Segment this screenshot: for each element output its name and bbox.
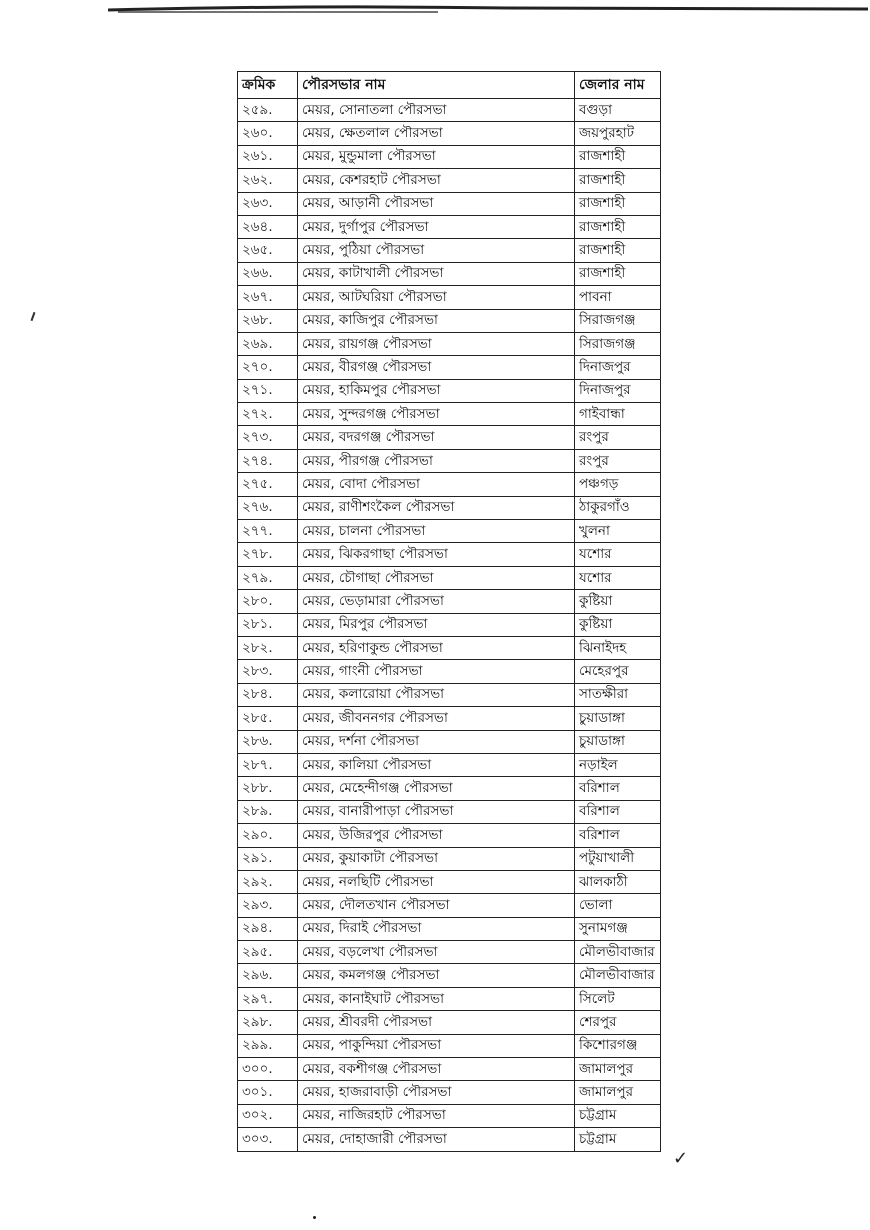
district-cell: জামালপুর (575, 1058, 661, 1081)
municipality-cell: মেয়র, ঝিকরগাছা পৌরসভা (298, 543, 575, 566)
district-cell: বরিশাল (575, 824, 661, 847)
municipality-cell: মেয়র, ক্ষেতলাল পৌরসভা (298, 122, 575, 145)
district-cell: সিলেট (575, 987, 661, 1010)
table-row (238, 683, 661, 706)
handwritten-initial-mark: ✓ (673, 1148, 689, 1169)
district-cell: দিনাজপুর (575, 356, 661, 379)
table-row (238, 332, 661, 355)
table-row (238, 239, 661, 262)
district-cell: রংপুর (575, 426, 661, 449)
serial-cell: ২৯১. (238, 847, 298, 870)
district-cell: যশোর (575, 566, 661, 589)
table-row (238, 987, 661, 1010)
serial-cell: ২৬২. (238, 169, 298, 192)
table-row (238, 707, 661, 730)
header-municipality-name: পৌরসভার নাম (298, 72, 575, 99)
district-cell: রাজশাহী (575, 145, 661, 168)
district-cell: গাইবান্ধা (575, 403, 661, 426)
district-cell: পঞ্চগড় (575, 473, 661, 496)
serial-cell: ২৭৩. (238, 426, 298, 449)
table-row (238, 824, 661, 847)
serial-cell: ২৭৫. (238, 473, 298, 496)
serial-cell: ২৭০. (238, 356, 298, 379)
district-cell: জয়পুরহাট (575, 122, 661, 145)
serial-cell: ২৯৩. (238, 894, 298, 917)
serial-cell: ২৮৬. (238, 730, 298, 753)
serial-cell: ২৮২. (238, 636, 298, 659)
table-row (238, 894, 661, 917)
district-cell: খুলনা (575, 520, 661, 543)
municipality-cell: মেয়র, নাজিরহাট পৌরসভা (298, 1104, 575, 1127)
table-row (238, 449, 661, 472)
municipality-cell: মেয়র, হাকিমপুর পৌরসভা (298, 379, 575, 402)
table-row (238, 730, 661, 753)
table-row (238, 215, 661, 238)
municipality-cell: মেয়র, দোহাজারী পৌরসভা (298, 1128, 575, 1151)
serial-cell: ২৬৩. (238, 192, 298, 215)
municipality-cell: মেয়র, গাংনী পৌরসভা (298, 660, 575, 683)
table-row (238, 964, 661, 987)
district-cell: শেরপুর (575, 1011, 661, 1034)
serial-cell: ২৮৭. (238, 753, 298, 776)
municipality-cell: মেয়র, কেশরহাট পৌরসভা (298, 169, 575, 192)
serial-cell: ২৯৬. (238, 964, 298, 987)
serial-cell: ২৯৮. (238, 1011, 298, 1034)
district-cell: নড়াইল (575, 753, 661, 776)
table-row (238, 590, 661, 613)
table-row (238, 262, 661, 285)
serial-cell: ২৮০. (238, 590, 298, 613)
serial-cell: ২৮৪. (238, 683, 298, 706)
municipality-cell: মেয়র, পীরগঞ্জ পৌরসভা (298, 449, 575, 472)
table-row (238, 660, 661, 683)
table-row (238, 356, 661, 379)
table-row (238, 870, 661, 893)
table-row (238, 1011, 661, 1034)
district-cell: কুষ্টিয়া (575, 590, 661, 613)
district-cell: সুনামগঞ্জ (575, 917, 661, 940)
municipality-cell: মেয়র, কলারোয়া পৌরসভা (298, 683, 575, 706)
municipality-cell: মেয়র, মিরপুর পৌরসভা (298, 613, 575, 636)
district-cell: মেহেরপুর (575, 660, 661, 683)
municipality-cell: মেয়র, দুর্গাপুর পৌরসভা (298, 215, 575, 238)
table-row (238, 917, 661, 940)
table-row (238, 309, 661, 332)
table-row (238, 403, 661, 426)
scan-artifact-line (108, 4, 868, 14)
municipality-cell: মেয়র, কালিয়া পৌরসভা (298, 753, 575, 776)
district-cell: চুয়াডাঙ্গা (575, 707, 661, 730)
table-header-row (238, 72, 661, 99)
municipality-cell: মেয়র, কাটাখালী পৌরসভা (298, 262, 575, 285)
table-row (238, 1104, 661, 1127)
table-row (238, 426, 661, 449)
serial-cell: ৩০১. (238, 1081, 298, 1104)
serial-cell: ২৬১. (238, 145, 298, 168)
header-serial: ক্রমিক (238, 72, 298, 99)
table-row (238, 753, 661, 776)
municipality-cell: মেয়র, বোদা পৌরসভা (298, 473, 575, 496)
municipality-cell: মেয়র, শ্রীবরদী পৌরসভা (298, 1011, 575, 1034)
table-row (238, 473, 661, 496)
district-cell: পাবনা (575, 286, 661, 309)
municipality-cell: মেয়র, উজিরপুর পৌরসভা (298, 824, 575, 847)
serial-cell: ২৬৫. (238, 239, 298, 262)
municipality-cell: মেয়র, পুঠিয়া পৌরসভা (298, 239, 575, 262)
municipality-cell: মেয়র, দিরাই পৌরসভা (298, 917, 575, 940)
municipality-cell: মেয়র, কাজিপুর পৌরসভা (298, 309, 575, 332)
municipality-cell: মেয়র, বড়লেখা পৌরসভা (298, 941, 575, 964)
district-cell: ঝিনাইদহ (575, 636, 661, 659)
district-cell: দিনাজপুর (575, 379, 661, 402)
serial-cell: ৩০২. (238, 1104, 298, 1127)
district-cell: চুয়াডাঙ্গা (575, 730, 661, 753)
serial-cell: ৩০৩. (238, 1128, 298, 1151)
serial-cell: ২৫৯. (238, 99, 298, 122)
municipality-cell: মেয়র, বকশীগঞ্জ পৌরসভা (298, 1058, 575, 1081)
municipality-cell: মেয়র, হরিণাকুন্ড পৌরসভা (298, 636, 575, 659)
district-cell: পটুয়াখালী (575, 847, 661, 870)
district-cell: বরিশাল (575, 777, 661, 800)
serial-cell: ২৯৯. (238, 1034, 298, 1057)
serial-cell: ২৮৩. (238, 660, 298, 683)
municipality-cell: মেয়র, চৌগাছা পৌরসভা (298, 566, 575, 589)
table-row (238, 286, 661, 309)
municipality-cell: মেয়র, কুয়াকাটা পৌরসভা (298, 847, 575, 870)
table-row (238, 543, 661, 566)
district-cell: সিরাজগঞ্জ (575, 309, 661, 332)
municipality-cell: মেয়র, মুন্ডুমালা পৌরসভা (298, 145, 575, 168)
district-cell: কুষ্টিয়া (575, 613, 661, 636)
stray-mark (31, 312, 36, 321)
municipality-cell: মেয়র, দর্শনা পৌরসভা (298, 730, 575, 753)
serial-cell: ২৮৮. (238, 777, 298, 800)
district-cell: সিরাজগঞ্জ (575, 332, 661, 355)
municipality-cell: মেয়র, সোনাতলা পৌরসভা (298, 99, 575, 122)
serial-cell: ২৬৯. (238, 332, 298, 355)
serial-cell: ২৭৭. (238, 520, 298, 543)
district-cell: ঝালকাঠী (575, 870, 661, 893)
table-row (238, 613, 661, 636)
municipality-cell: মেয়র, কমলগঞ্জ পৌরসভা (298, 964, 575, 987)
district-cell: সাতক্ষীরা (575, 683, 661, 706)
district-cell: যশোর (575, 543, 661, 566)
serial-cell: ২৯৪. (238, 917, 298, 940)
municipality-cell: মেয়র, মেহেন্দীগঞ্জ পৌরসভা (298, 777, 575, 800)
municipality-cell: মেয়র, কানাইঘাট পৌরসভা (298, 987, 575, 1010)
table-row (238, 379, 661, 402)
table-row (238, 169, 661, 192)
table-row (238, 1081, 661, 1104)
municipality-cell: মেয়র, আটঘরিয়া পৌরসভা (298, 286, 575, 309)
municipality-cell: মেয়র, পাকুন্দিয়া পৌরসভা (298, 1034, 575, 1057)
table-row (238, 566, 661, 589)
serial-cell: ২৮৫. (238, 707, 298, 730)
district-cell: রাজশাহী (575, 239, 661, 262)
table-row (238, 941, 661, 964)
district-cell: বগুড়া (575, 99, 661, 122)
district-cell: রাজশাহী (575, 262, 661, 285)
table-row (238, 520, 661, 543)
serial-cell: ২৮১. (238, 613, 298, 636)
table-row (238, 192, 661, 215)
municipality-cell: মেয়র, রাণীশংকৈল পৌরসভা (298, 496, 575, 519)
table-row (238, 1128, 661, 1151)
serial-cell: ২৭৯. (238, 566, 298, 589)
municipality-cell: মেয়র, দৌলতখান পৌরসভা (298, 894, 575, 917)
serial-cell: ২৯৫. (238, 941, 298, 964)
district-cell: চট্টগ্রাম (575, 1104, 661, 1127)
municipality-cell: মেয়র, বদরগঞ্জ পৌরসভা (298, 426, 575, 449)
district-cell: জামালপুর (575, 1081, 661, 1104)
dot-mark (313, 1216, 316, 1219)
table-row (238, 122, 661, 145)
district-cell: ঠাকুরগাঁও (575, 496, 661, 519)
table-row (238, 1058, 661, 1081)
serial-cell: ২৭৪. (238, 449, 298, 472)
district-cell: রাজশাহী (575, 169, 661, 192)
municipality-cell: মেয়র, সুন্দরগঞ্জ পৌরসভা (298, 403, 575, 426)
serial-cell: ২৮৯. (238, 800, 298, 823)
district-cell: ভোলা (575, 894, 661, 917)
serial-cell: ২৭৮. (238, 543, 298, 566)
table-row (238, 145, 661, 168)
municipality-cell: মেয়র, নলছিটি পৌরসভা (298, 870, 575, 893)
municipality-cell: মেয়র, আড়ানী পৌরসভা (298, 192, 575, 215)
serial-cell: ২৬৭. (238, 286, 298, 309)
serial-cell: ২৯২. (238, 870, 298, 893)
district-cell: রংপুর (575, 449, 661, 472)
municipality-cell: মেয়র, হাজরাবাড়ী পৌরসভা (298, 1081, 575, 1104)
serial-cell: ২৭১. (238, 379, 298, 402)
serial-cell: ২৭২. (238, 403, 298, 426)
header-district-name: জেলার নাম (575, 72, 661, 99)
table-row (238, 777, 661, 800)
municipality-cell: মেয়র, রায়গঞ্জ পৌরসভা (298, 332, 575, 355)
district-cell: চট্টগ্রাম (575, 1128, 661, 1151)
municipality-cell: মেয়র, চালনা পৌরসভা (298, 520, 575, 543)
serial-cell: ২৬৬. (238, 262, 298, 285)
municipality-table (237, 71, 661, 1152)
serial-cell: ২৭৬. (238, 496, 298, 519)
serial-cell: ৩০০. (238, 1058, 298, 1081)
municipality-cell: মেয়র, জীবননগর পৌরসভা (298, 707, 575, 730)
table-row (238, 496, 661, 519)
district-cell: মৌলভীবাজার (575, 964, 661, 987)
table-row (238, 847, 661, 870)
serial-cell: ২৬৪. (238, 215, 298, 238)
table-row (238, 99, 661, 122)
serial-cell: ২৯৭. (238, 987, 298, 1010)
district-cell: রাজশাহী (575, 192, 661, 215)
municipality-cell: মেয়র, বানারীপাড়া পৌরসভা (298, 800, 575, 823)
district-cell: বরিশাল (575, 800, 661, 823)
serial-cell: ২৯০. (238, 824, 298, 847)
municipality-cell: মেয়র, বীরগঞ্জ পৌরসভা (298, 356, 575, 379)
district-cell: মৌলভীবাজার (575, 941, 661, 964)
table-row (238, 1034, 661, 1057)
district-cell: রাজশাহী (575, 215, 661, 238)
serial-cell: ২৬৮. (238, 309, 298, 332)
table-row (238, 636, 661, 659)
district-cell: কিশোরগঞ্জ (575, 1034, 661, 1057)
municipality-cell: মেয়র, ভেড়ামারা পৌরসভা (298, 590, 575, 613)
serial-cell: ২৬০. (238, 122, 298, 145)
table-row (238, 800, 661, 823)
